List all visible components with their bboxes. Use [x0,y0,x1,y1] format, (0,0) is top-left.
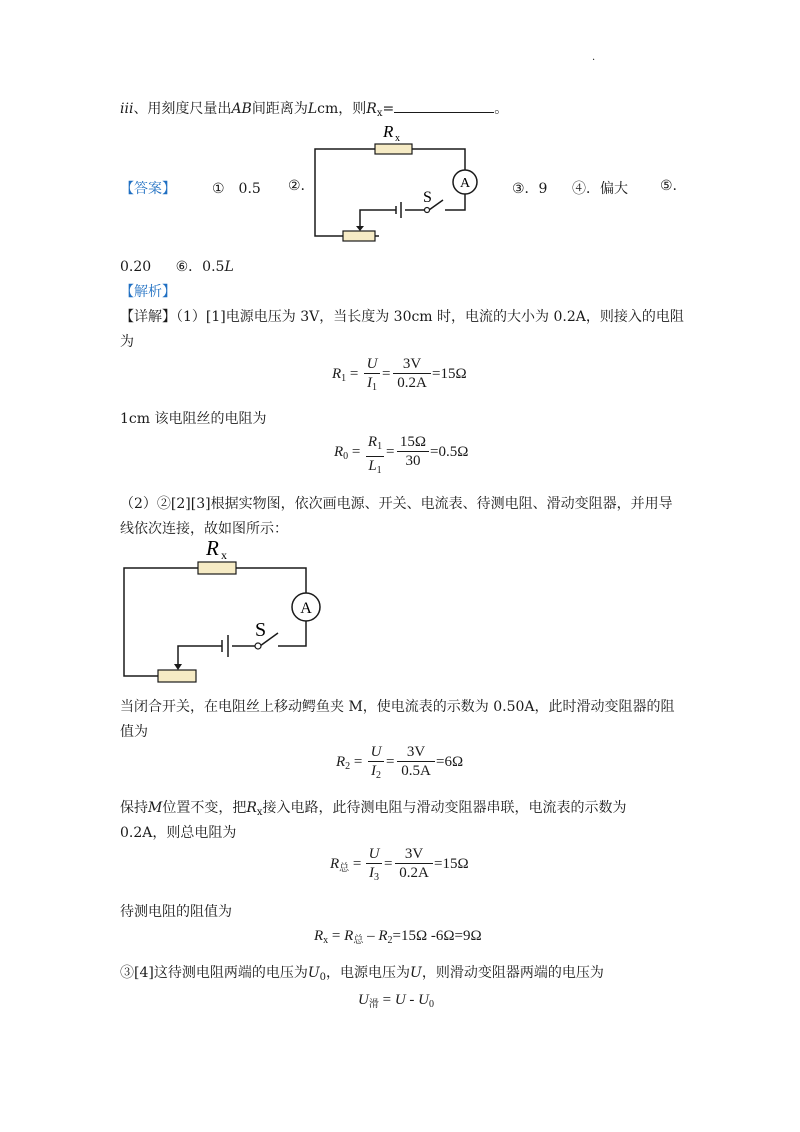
eq1-frac-numeric [393,356,431,391]
answer-line-2 [120,256,234,276]
eq2-frac-symbolic [366,434,384,479]
detail-text-1: （1）[1]电源电压为 3V，当长度为 30cm 时，电流的大小为 0.2A，则接入的电阻 [176,309,684,325]
eq2-rhs: =0.5Ω [430,444,469,460]
para-u-c: ，则滑动变阻器两端的电压为 [421,965,604,981]
eq1-rhs: =15Ω [432,366,467,382]
eq1-lhs: R [332,366,342,382]
keep-a: 保持 [120,800,148,816]
solution-rx-label: R [206,536,219,560]
eq4-num: U [368,846,380,862]
equation-r2: $R_2$ = [336,754,363,772]
eq5-tail: =15Ω -6Ω=9Ω [392,928,482,944]
answer-rx-sub: x [395,133,400,144]
eq3-frac-numeric [397,744,435,779]
answer-rx-resistor [375,144,412,154]
eq3-num: U [370,744,382,760]
eq1-den2: 0.2A [397,375,427,391]
eq4-num2: 3V [404,846,424,862]
part2-line-1: （2）②[2][3]根据实物图，依次画电源、开关、电流表、待测电阻、滑动变阻器，并用导 [120,496,673,512]
answer-5: ⑤. [660,178,678,194]
answer-tag: 【答案】 [120,181,176,197]
step-rx-sub: x [376,108,383,119]
step-text-b: 间距离为 [251,101,308,117]
eq1-den-sub: 1 [372,382,377,393]
eq3-num2: 3V [406,744,426,760]
solution-rx-resistor [198,562,236,574]
answer-circuit-diagram [305,118,500,248]
solution-switch-label: S [255,619,267,641]
eq1-den: I [367,375,372,391]
eq2-frac-numeric [397,434,429,469]
para-u-line [120,962,604,983]
answer-switch-label: S [423,189,432,206]
line-rx: 待测电阻的阻值为 [120,904,232,920]
eq1-num2: 3V [402,356,422,372]
eq2-den2: 30 [405,453,421,469]
equation-r1: $R_1$ = [332,366,359,384]
eq4-frac-numeric [395,846,433,881]
eq6-rhs-u0: U [418,992,429,1008]
answer-3: ③．9 [512,181,548,197]
equation-rx: $R_x = R_总 - R_2=15\Omega$ -6Ω=9Ω [314,928,482,946]
eq3-frac-symbolic [368,744,384,784]
step-unit: cm，则 [317,101,367,117]
eq6-rhs-u: U [394,992,406,1008]
eq3-rhs: =6Ω [436,754,464,770]
part2-line-2: 线依次连接，故如图所示： [120,521,288,537]
eq5-r1-sub: x [323,935,329,946]
answer-4: ④．偏大 [572,181,628,197]
eq1-num: U [366,356,378,372]
eq5-r1: R [314,928,324,944]
eq4-den-sub: 3 [374,872,379,883]
eq3-den2: 0.5A [401,763,431,779]
eq4-lhs: R [330,856,340,872]
eq2-num: R [367,434,378,450]
step-roman: iii [120,101,134,117]
step-text-a: 、用刻度尺量出 [133,101,232,117]
eq6-lhs-sub: 滑 [368,999,379,1010]
answer-2: ②. [288,178,306,194]
para-u-u0: U [307,965,320,981]
eq3-den: I [371,763,376,779]
keep-m: M [148,800,163,816]
step-end: 。 [494,101,509,117]
step-rx: R [366,101,377,117]
keep-b: 位置不变，把 [162,800,247,816]
answer-1: ① 0.5 [212,181,261,197]
equation-r0: $R_0$ = [334,444,361,462]
header-mark: . [592,52,596,63]
para-close-line-2: 值为 [120,724,148,740]
answer-blank [394,100,494,113]
eq1-frac-symbolic [364,356,380,396]
eq5-r3-sub: 2 [387,935,393,946]
eq4-den2: 0.2A [399,865,429,881]
analysis-tag: 【解析】 [120,284,176,300]
eq6-rhs-u0-sub: 0 [429,999,434,1010]
answer-rx-label: R [383,122,394,141]
detail-tag: 【详解】 [120,309,176,325]
eq4-frac-symbolic [366,846,382,886]
answer-6-l: L [224,259,234,275]
eq2-num-sub: 1 [377,441,383,452]
eq5-r2-sub: 总 [353,935,364,946]
eq5-r2: R [344,928,354,944]
eq4-rhs: =15Ω [434,856,469,872]
eq2-lhs-sub: 0 [343,451,349,462]
answer-ammeter-label: A [459,176,471,191]
detail-line-1 [120,306,684,326]
eq3-lhs: R [336,754,346,770]
eq1-lhs-sub: 1 [341,373,347,384]
answer-5-value: 0.20 [120,259,152,275]
keep-r-sub: x [256,807,263,818]
step-eq: = [382,101,395,117]
detail-line-2: 为 [120,334,134,350]
solution-circuit-diagram [118,530,338,690]
para-keep-line-1 [120,797,627,818]
answer-rheostat [343,231,375,241]
para-u-u: U [410,965,422,981]
step-l: L [307,101,318,117]
eq4-den: I [369,865,374,881]
para-close-line-1: 当闭合开关，在电阻丝上移动鳄鱼夹 M，使电流表的示数为 0.50A，此时滑动变阻器的阻 [120,699,675,715]
answer-6: ⑥．0.5 [175,259,225,275]
eq3-den-sub: 2 [376,770,381,781]
para-u-b: ，电源电压为 [326,965,411,981]
eq6-lhs: U [358,992,369,1008]
eq5-r3: R [378,928,388,944]
eq2-den: L [368,458,377,474]
para-u-u0-sub: 0 [319,972,327,983]
eq3-lhs-sub: 2 [345,761,351,772]
keep-c: 接入电路，此待测电阻与滑动变阻器串联，电流表的示数为 [262,800,627,816]
equation-rtotal: $R_总$ = [330,856,362,874]
keep-r: R [246,800,257,816]
para-u-a: ③[4]这待测电阻两端的电压为 [120,965,308,981]
solution-ammeter-label: A [300,600,312,617]
step-iii-line [120,98,508,119]
step-ab: AB [231,101,252,117]
solution-rheostat [158,670,196,682]
para-keep-line-2: 0.2A，则总电阻为 [120,825,237,841]
solution-rx-sub: x [221,548,227,562]
eq4-lhs-sub: 总 [339,863,350,874]
eq2-den-sub: 1 [376,465,382,476]
eq2-num2: 15Ω [399,434,427,450]
equation-u-slide: $U_滑 = U - U_0$ [358,992,434,1010]
eq2-lhs: R [334,444,344,460]
line-1cm: 1cm 该电阻丝的电阻为 [120,411,267,427]
